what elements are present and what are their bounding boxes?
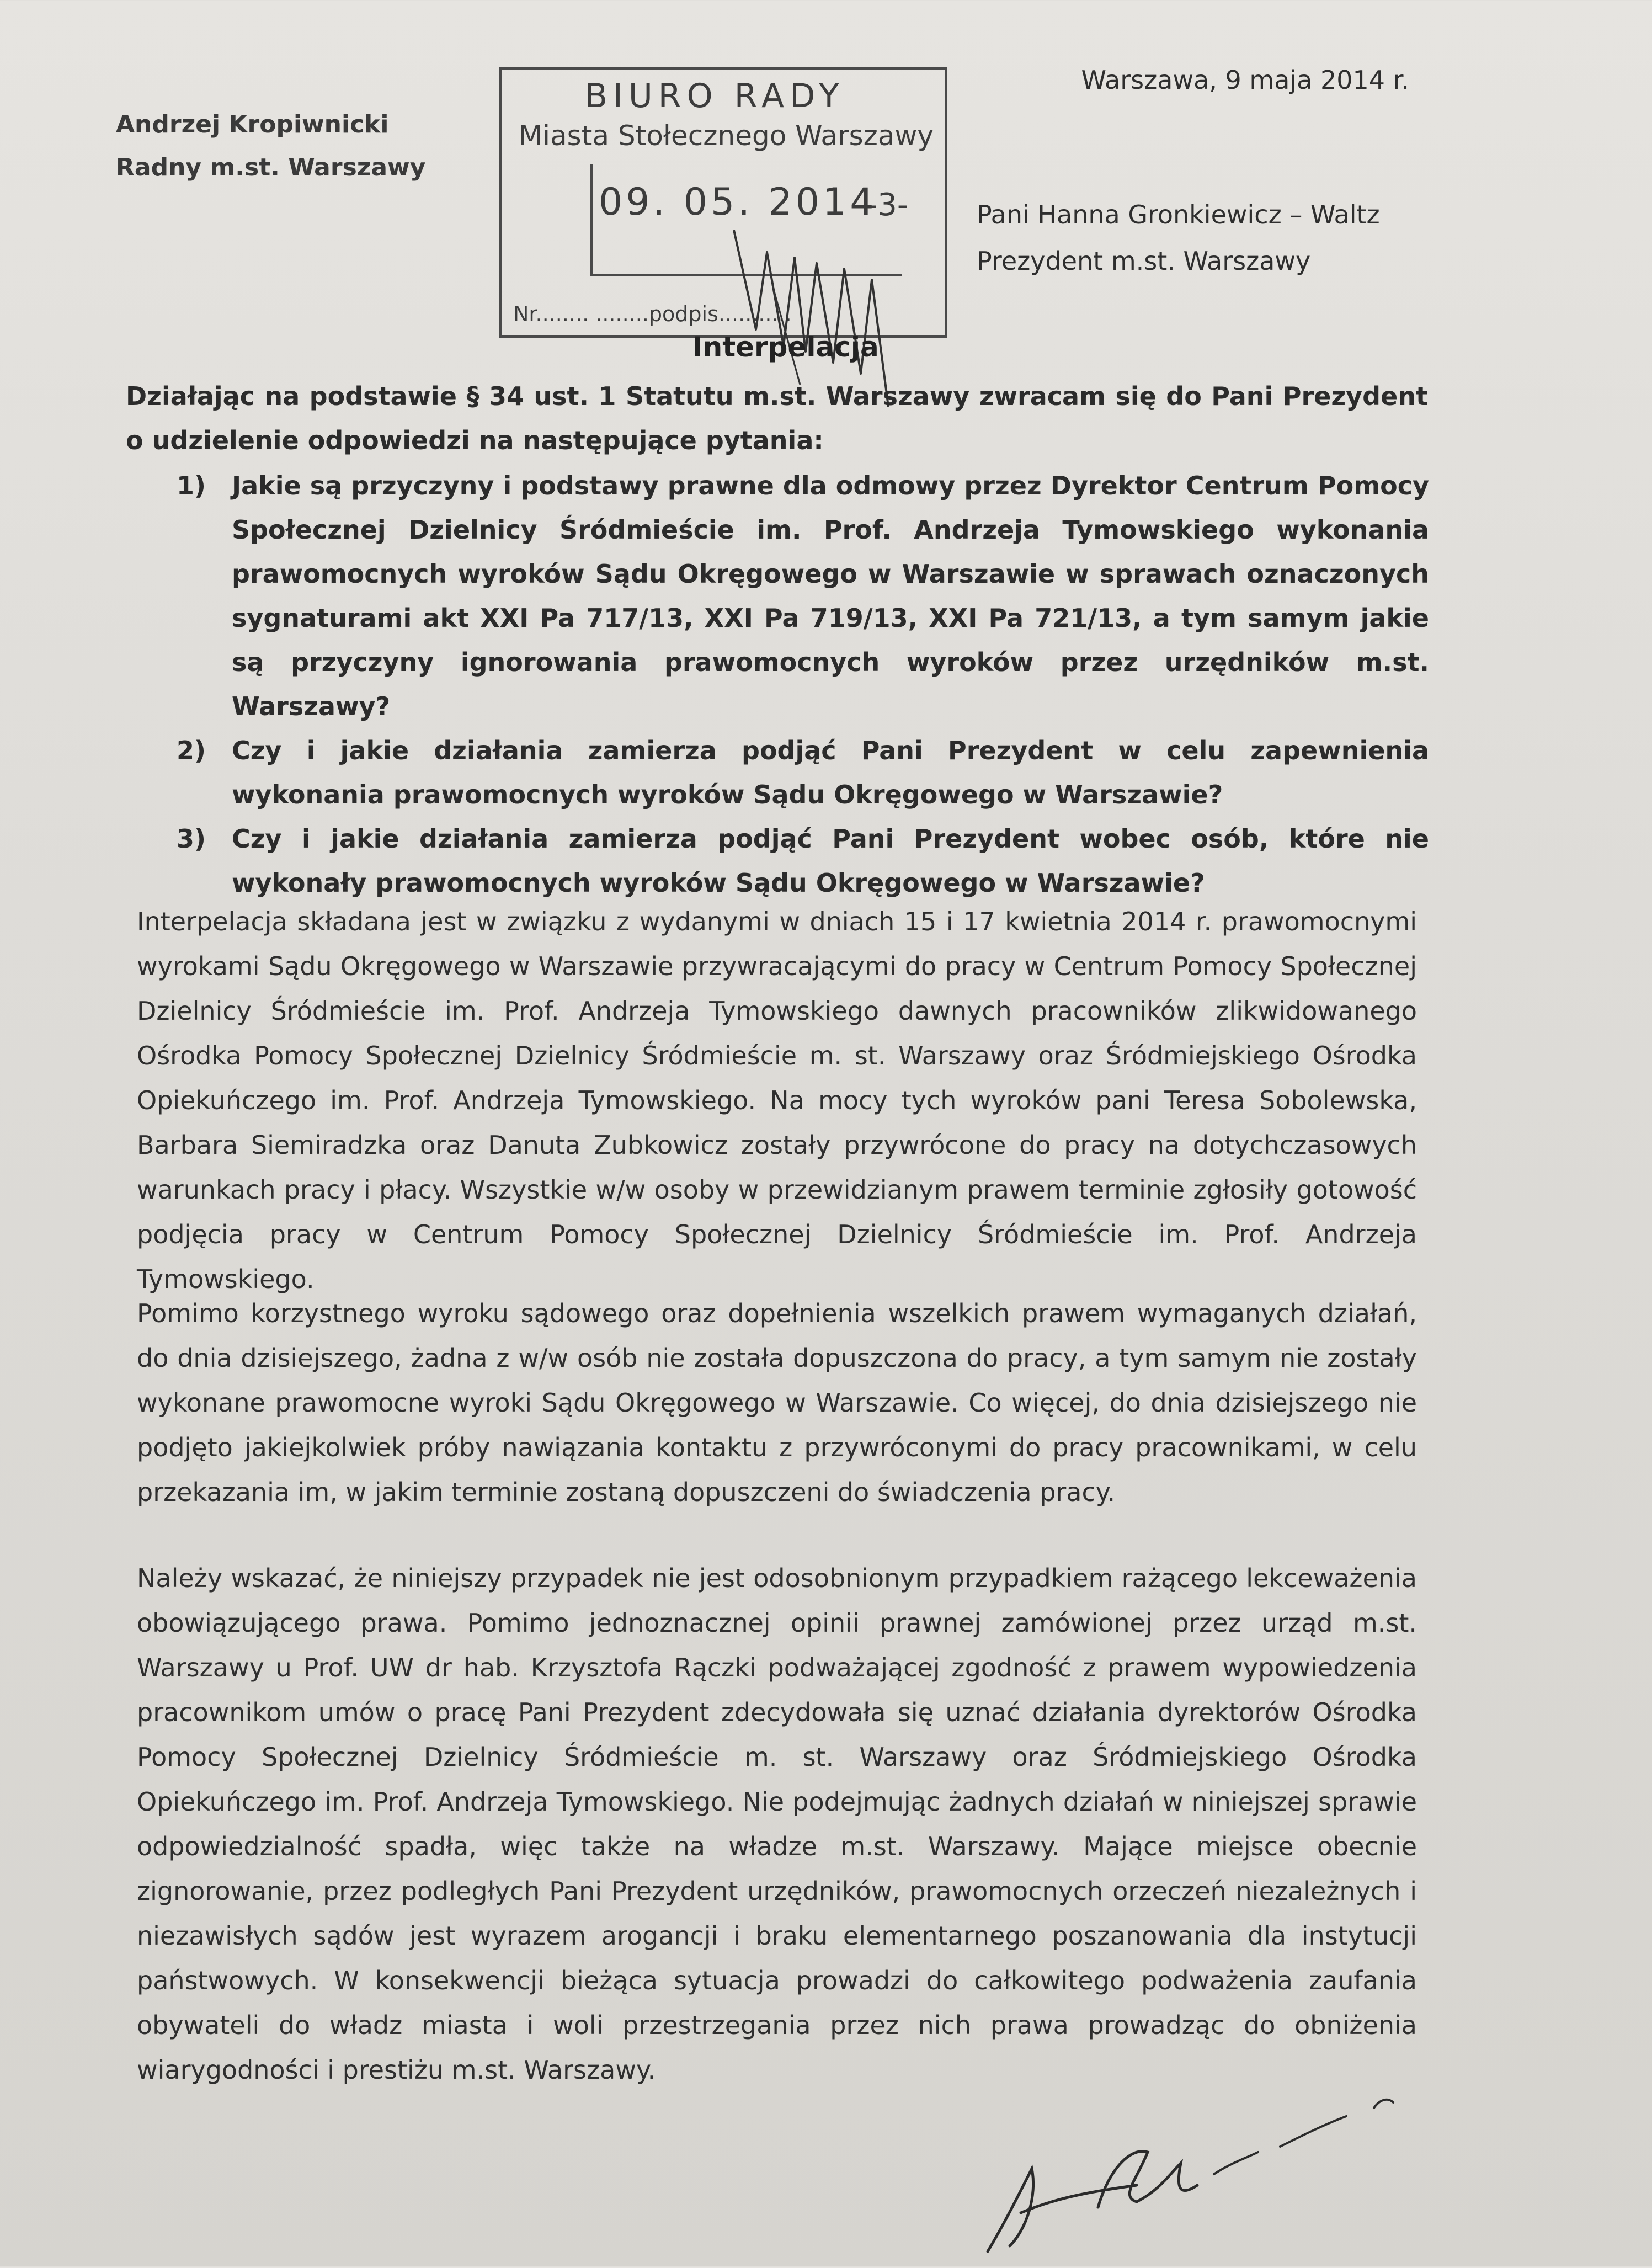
- question-text: Czy i jakie działania zamierza podjąć Pani Prezydent w celu zapewnienia wykonania prawomocnych wyroków Sądu Okręgowego w Warszawie?: [232, 736, 1429, 810]
- question-text: Jakie są przyczyny i podstawy prawne dla odmowy przez Dyrektor Centrum Pomocy Społecznej Dzielnicy Śródmieście im. Prof. Andrzeja Tymowskiego wykonania prawomocnych wyroków Sądu Okręgowego w Warszawie w sprawach oznaczonych sygnaturami akt XXI Pa 717/13, XXI Pa 719/13, XXI Pa 721/13, a tym samym jakie są przyczyny ignorowania prawomocnych wyroków przez urzędników m.st. Warszawy?: [232, 471, 1429, 721]
- question-number: 2): [177, 736, 206, 765]
- handwritten-signature-icon: [971, 2086, 1401, 2268]
- question-item: [177, 728, 1429, 817]
- document-title: Interpelacja: [692, 331, 879, 363]
- body-paragraph-3: Należy wskazać, że niniejszy przypadek nie jest odosobnionym przypadkiem rażącego lekceważenia obowiązującego prawa. Pomimo jednoznacznej opinii prawnej zamówionej przez urząd m.st. Warszawy u Prof. UW dr hab. Krzysztofa Rączki podważającej zgodność z prawem wypowiedzenia pracownikom umów o pracę Pani Prezydent zdecydowała się uznać działania dyrektorów Ośrodka Pomocy Społecznej Dzielnicy Śródmieście m. st. Warszawy oraz Śródmiejskiego Ośrodka Opiekuńczego im. Prof. Andrzeja Tymowskiego. Nie podejmując żadnych działań w niniejszej sprawie odpowiedzialność spadła, więc także na władze m.st. Warszawy. Mające miejsce obecnie zignorowanie, przez podległych Pani Prezydent urzędników, prawomocnych orzeczeń niezależnych i niezawisłych sądów jest wyrazem arogancji i braku elementarnego poszanowania dla instytucji państwowych. W konsekwencji bieżąca sytuacja prowadzi do całkowitego podważenia zaufania obywateli do władz miasta i woli przestrzegania przez nich prawa prowadząc do obniżenia wiarygodności i prestiżu m.st. Warszawy.: [137, 1563, 1417, 2085]
- question-item: [177, 464, 1429, 728]
- question-number: 1): [177, 471, 206, 501]
- question-number: 3): [177, 824, 206, 854]
- place-date: Warszawa, 9 maja 2014 r.: [1081, 65, 1409, 95]
- registry-stamp: [499, 67, 947, 338]
- question-text: Czy i jakie działania zamierza podjąć Pani Prezydent wobec osób, które nie wykonały prawomocnych wyroków Sądu Okręgowego w Warszawie?: [232, 824, 1429, 898]
- stamp-date: 09. 05. 2014: [599, 180, 877, 224]
- body-paragraph-1: Interpelacja składana jest w związku z wydanymi w dniach 15 i 17 kwietnia 2014 r. prawomocnymi wyrokami Sądu Okręgowego w Warszawie przywracającymi do pracy w Centrum Pomocy Społecznej Dzielnicy Śródmieście im. Prof. Andrzeja Tymowskiego dawnych pracowników zlikwidowanego Ośrodka Pomocy Społecznej Dzielnicy Śródmieście m. st. Warszawy oraz Śródmiejskiego Ośrodka Opiekuńczego im. Prof. Andrzeja Tymowskiego. Na mocy tych wyroków pani Teresa Sobolewska, Barbara Siemiradzka oraz Danuta Zubkowicz zostały przywrócone do pracy na dotychczasowych warunkach pracy i płacy. Wszystkie w/w osoby w przewidzianym prawem terminie zgłosiły gotowość podjęcia pracy w Centrum Pomocy Społecznej Dzielnicy Śródmieście im. Prof. Andrzeja Tymowskiego.: [137, 907, 1417, 1294]
- stamp-line2: Miasta Stołecznego Warszawy: [519, 120, 934, 152]
- sender-name: Andrzej Kropiwnicki: [116, 110, 389, 139]
- question-item: [177, 817, 1429, 905]
- recipient-name: Pani Hanna Gronkiewicz – Waltz: [977, 200, 1380, 230]
- stamp-number: -3-: [866, 187, 909, 223]
- stamp-line1: BIURO RADY: [585, 77, 845, 115]
- stamp-footer: Nr........ ........podpis...........: [513, 302, 792, 326]
- body-paragraph-2: Pomimo korzystnego wyroku sądowego oraz dopełnienia wszelkich prawem wymaganych działań, do dnia dzisiejszego, żadna z w/w osób nie została dopuszczona do pracy, a tym samym nie zostały wykonane prawomocne wyroki Sądu Okręgowego w Warszawie. Co więcej, do dnia dzisiejszego nie podjęto jakiejkolwiek próby nawiązania kontaktu z przywróconymi do pracy pracownikami, w celu przekazania im, w jakim terminie zostaną dopuszczeni do świadczenia pracy.: [137, 1298, 1417, 1507]
- questions-list: [177, 464, 1429, 905]
- intro-paragraph: Działając na podstawie § 34 ust. 1 Statutu m.st. Warszawy zwracam się do Pani Prezydent o udzielenie odpowiedzi na następujące pytania:: [126, 381, 1428, 455]
- recipient-role: Prezydent m.st. Warszawy: [977, 246, 1311, 276]
- sender-role: Radny m.st. Warszawy: [116, 153, 426, 182]
